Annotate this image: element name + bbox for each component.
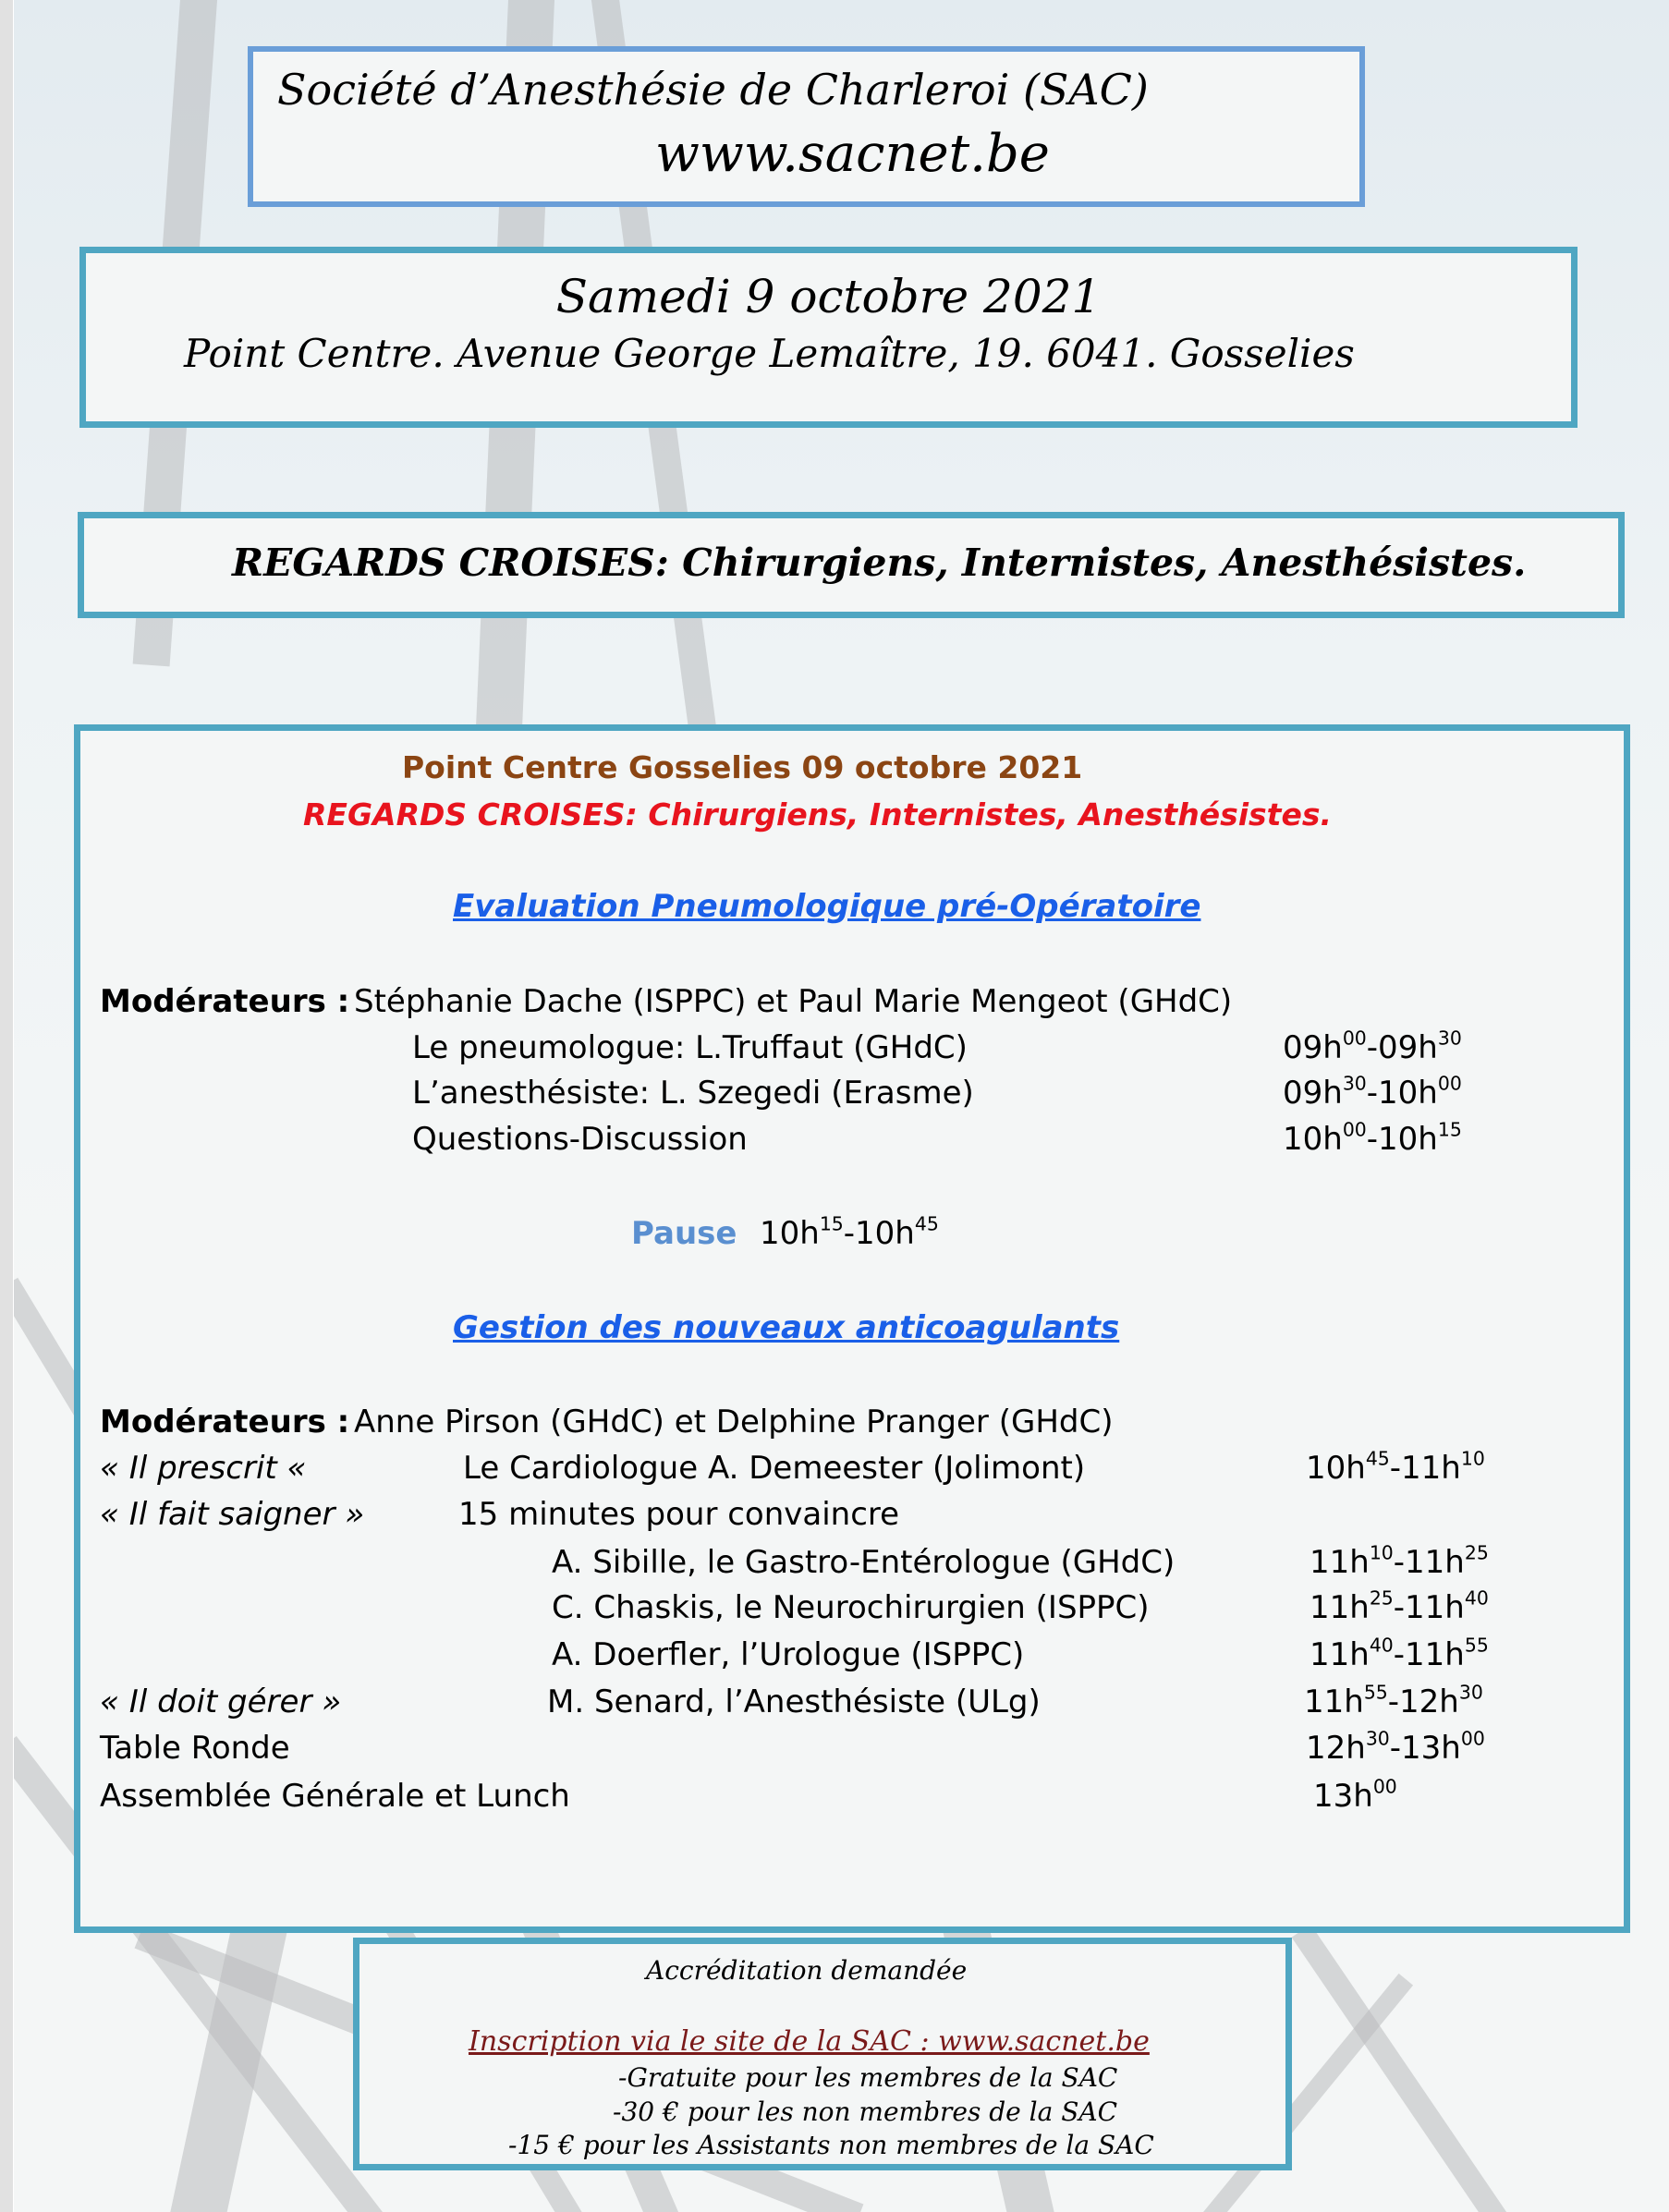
session2-talk-time: $11h^{10}-11h^{25}$ — [1310, 1541, 1489, 1581]
date-address-box — [79, 247, 1578, 428]
event-date: Samedi 9 octobre 2021 — [555, 270, 1102, 323]
assembly-lunch-label: Assemblée Générale et Lunch — [100, 1778, 570, 1815]
theme-title: REGARDS CROISES: Chirurgiens, Internistes, Anesthésistes. — [232, 541, 1527, 585]
event-address: Point Centre. Avenue George Lemaître, 19. 6041. Gosselies — [184, 331, 1355, 376]
session2-talk: M. Senard, l’Anesthésiste (ULg) — [547, 1683, 1041, 1720]
table-ronde-label: Table Ronde — [100, 1730, 290, 1767]
registration-box — [353, 1938, 1292, 2170]
program-theme: REGARDS CROISES: Chirurgiens, Internistes, Anesthésistes. — [303, 796, 1333, 833]
session2-talk: 15 minutes pour convaincre — [458, 1496, 900, 1533]
session1-moderators: Stéphanie Dache (ISPPC) et Paul Marie Mengeot (GHdC) — [354, 983, 1233, 1020]
accreditation-note: Accréditation demandée — [646, 1955, 968, 1986]
pause-time: $10h^{15}-10h^{45}$ — [760, 1212, 939, 1252]
session2-moderators: Anne Pirson (GHdC) et Delphine Pranger (GHdC) — [354, 1404, 1114, 1440]
header-box — [248, 46, 1365, 207]
session1-talk: L’anesthésiste: L. Szegedi (Erasme) — [412, 1075, 974, 1112]
pause-label: Pause — [631, 1215, 737, 1252]
session2-role: « Il doit gérer » — [100, 1683, 342, 1720]
session2-talk-time: $11h^{55}-12h^{30}$ — [1304, 1681, 1483, 1720]
session2-talk-time: $11h^{25}-11h^{40}$ — [1310, 1586, 1489, 1626]
fee-members: -Gratuite pour les membres de la SAC — [618, 2062, 1118, 2093]
session2-talk-time: $10h^{45}-11h^{10}$ — [1306, 1447, 1485, 1487]
society-name: Société d’Anesthésie de Charleroi (SAC) — [277, 65, 1149, 115]
session1-title[interactable]: Evaluation Pneumologique pré-Opératoire — [453, 888, 1201, 925]
session1-talk-time: $09h^{00}-09h^{30}$ — [1283, 1027, 1462, 1066]
session2-role: « Il fait saigner » — [100, 1496, 365, 1533]
session1-talk: Le pneumologue: L.Truffaut (GHdC) — [412, 1029, 968, 1066]
left-margin-strip — [0, 0, 14, 2212]
fee-non-members: -30 € pour les non membres de la SAC — [613, 2097, 1118, 2127]
program-venue: Point Centre Gosselies 09 octobre 2021 — [402, 749, 1083, 785]
registration-link[interactable]: Inscription via le site de la SAC : www.sacnet.be — [469, 2025, 1150, 2058]
fee-assistants: -15 € pour les Assistants non membres de la SAC — [508, 2130, 1154, 2160]
session2-title[interactable]: Gestion des nouveaux anticoagulants — [453, 1309, 1120, 1346]
theme-box — [78, 512, 1625, 618]
session1-talk: Questions-Discussion — [412, 1121, 748, 1158]
session2-talk: A. Sibille, le Gastro-Entérologue (GHdC) — [552, 1544, 1176, 1581]
session2-talk-time: $12h^{30}-13h^{00}$ — [1306, 1727, 1485, 1767]
session2-talk: C. Chaskis, le Neurochirurgien (ISPPC) — [552, 1589, 1150, 1626]
session1-talk-time: $09h^{30}-10h^{00}$ — [1283, 1072, 1462, 1112]
website-title[interactable]: www.sacnet.be — [655, 124, 1050, 184]
session1-moderators-label: Modérateurs : — [100, 983, 350, 1020]
session1-talk-time: $10h^{00}-10h^{15}$ — [1283, 1118, 1462, 1158]
session2-talk: A. Doerfler, l’Urologue (ISPPC) — [552, 1636, 1025, 1673]
session2-talk-time: $13h^{00}$ — [1313, 1775, 1397, 1815]
session2-talk: Le Cardiologue A. Demeester (Jolimont) — [463, 1450, 1086, 1487]
session2-talk-time: $11h^{40}-11h^{55}$ — [1310, 1634, 1489, 1673]
session2-moderators-label: Modérateurs : — [100, 1404, 350, 1440]
session2-role: « Il prescrit « — [100, 1450, 307, 1487]
program-box — [74, 724, 1630, 1933]
